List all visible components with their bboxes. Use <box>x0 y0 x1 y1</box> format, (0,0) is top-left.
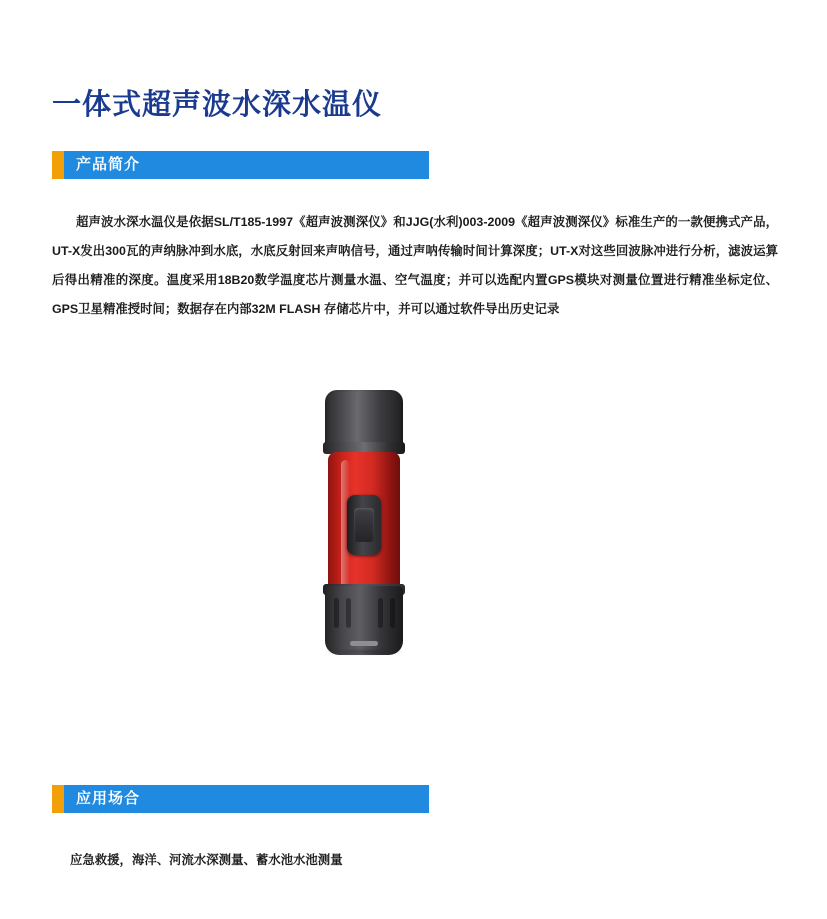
section-heading-intro: 产品简介 <box>76 156 141 173</box>
section-header-applications <box>52 785 429 813</box>
product-image <box>310 390 420 655</box>
section-heading-applications: 应用场合 <box>76 790 141 807</box>
device-power-button <box>354 508 374 542</box>
page-title: 一体式超声波水深水温仪 <box>52 89 383 121</box>
device-bottom-slot <box>350 641 378 646</box>
section-body-intro: 超声波水深水温仪是依据SL/T185-1997《超声波测深仪》和JJG(水利)003-2009《超声波测深仪》标准生产的一款便携式产品，UT-X发出300瓦的声纳脉冲到水底，水底反射回来声呐信号，通过声呐传输时间计算深度；UT-X对这些回波脉冲进行分析，滤波运算后得出精准的深度。温度采用18B20数学温度芯片测量水温、空气温度；并可以选配内置GPS模块对测量位置进行精准坐标定位、GPS卫星精准授时间；数据存在内部32M FLASH 存储芯片中，并可以通过软件导出历史记录 <box>52 215 778 316</box>
device-grip-ridge <box>334 598 339 628</box>
device-grip-ridge <box>378 598 383 628</box>
section-accent-marker <box>52 785 64 813</box>
section-header-intro <box>52 151 429 179</box>
device-shadow <box>324 648 406 656</box>
section-accent-marker <box>52 151 64 179</box>
section-body-applications: 应急救援，海洋、河流水深测量、蓄水池水池测量 <box>70 853 343 867</box>
device-illustration <box>310 390 420 655</box>
device-grip-ridge <box>390 598 395 628</box>
device-grip-ridge <box>346 598 351 628</box>
